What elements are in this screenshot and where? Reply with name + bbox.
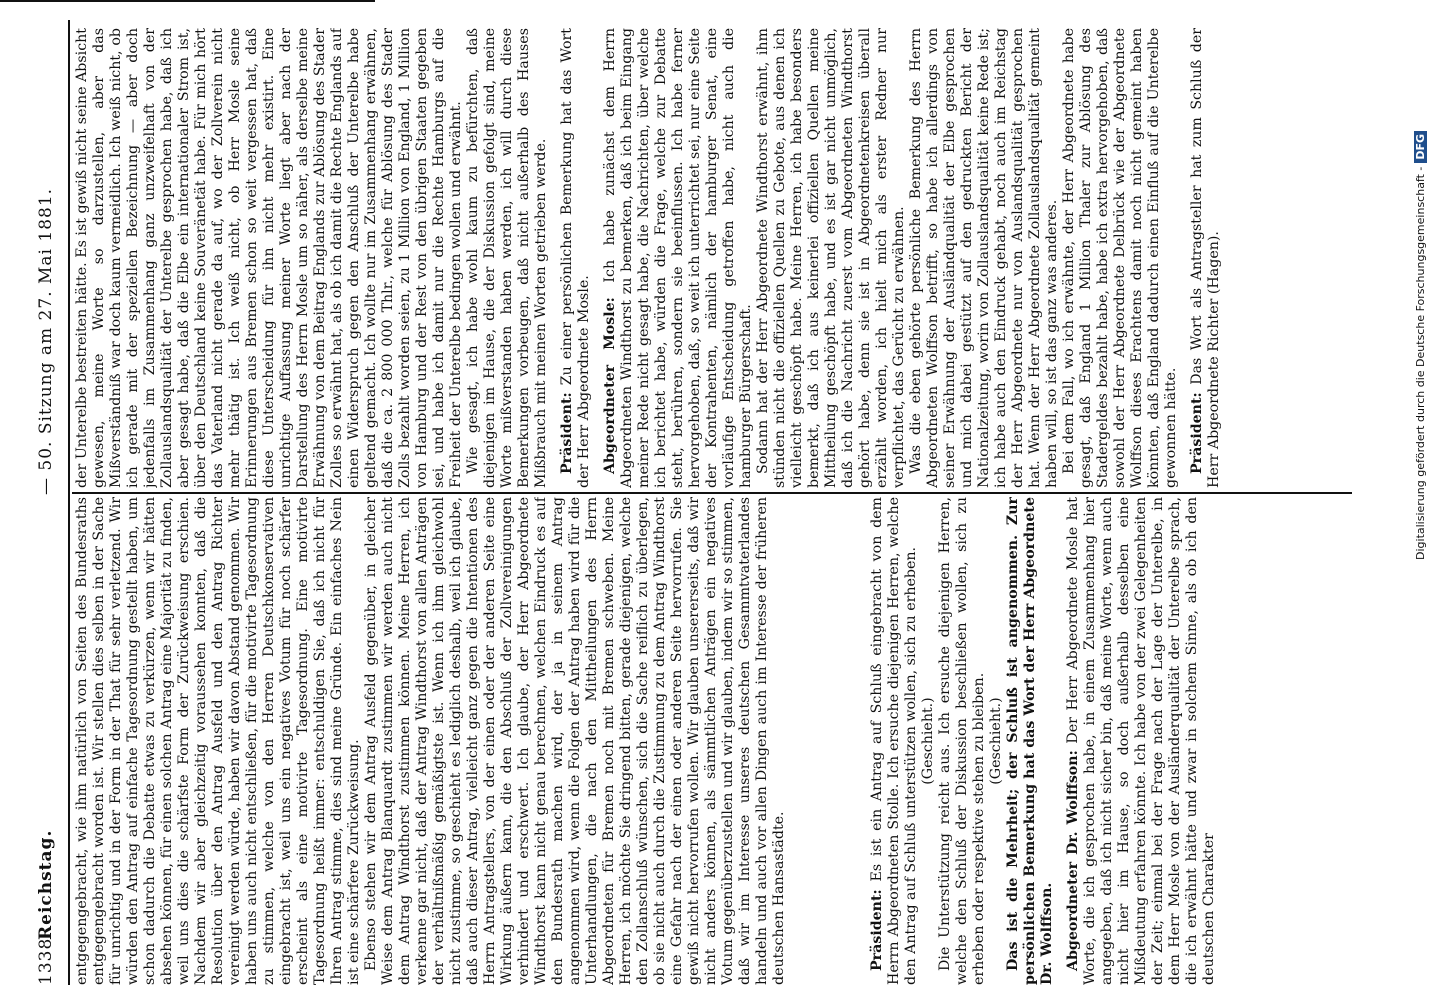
top-edge-rule (0, 0, 375, 2)
paragraph: Ebenso stehen wir dem Antrag Ausfeld gegenüber, in gleicher Weise dem Antrag Blanquardt zustimmen wir werden auch nicht dem Antrag Windthorst zustimmen können. Meine Herren, ich verkenne gar nicht, daß der Antrag Windthorst von allen Anträgen der verhältnißmäßig gemäßigtste ist. Wenn ich ihm gleichwohl nicht zustimme, so geschieht es lediglich deshalb, weil ich glaube, daß auch dieser Antrag, vielleicht ganz gegen die Intentionen des Herrn Antragstellers, von der einen oder der anderen Seite eine Wirkung äußern kann, die den Abschluß der Zollvereinigungen verhindert und erschwert. Ich glaube, der Herr Abgeordnete Windthorst kann nicht genau berechnen, welchen Eindruck es auf den Bundesrath machen wird, der ja in seinem Antrag angenommen wird, wenn die Folgen der Antrag haben wird für die Unterhandlungen, die nach den Mittheilungen des Herrn Abgeordneten für Bremen noch mit Bremen schweben. Meine Herren, ich möchte Sie dringend bitten, gerade diejenigen, welche den Zollanschluß wünschen, sich die Sache reiflich zu überlegen, ob sie nicht auch durch die Zustimmung zu dem Antrag Windthorst eine Gefahr nach der einen oder anderen Seite hervorrufen. Sie gewiß nicht hervorrufen wollen. Wir glauben unsererseits, daß wir nicht anders können, als sämmtlichen Anträgen ein negatives Votum gegenüberzustellen und wir glauben, indem wir so stimmen, daß wir im Interesse unseres deutschen Gesammtvaterlandes handeln und auch vor allen Dingen auch im Interesse der früheren deutschen Hansastädte. (363, 497, 787, 985)
header-rule (68, 20, 70, 985)
paragraph: der Unterelbe bestreiten hätte. Es ist gewiß nicht seine Absicht gewesen, meine Worte so darzustellen, aber das Mißverständniß war doch kaum vermeidlich. Ich weiß nicht, ob ich gerade mit der speziellen Bezeichnung — aber doch jedenfalls im Zusammenhang ganz unzweifelhaft von der Zollauslandsqualität der Unterelbe gesprochen habe, daß ich aber gesagt habe, daß die Elbe ein internationaler Strom ist, über den Deutschland keine Souveränetät habe. Für mich hört das Vaterland nicht gerade da auf, wo der Zollverein nicht mehr thätig ist. Ich weiß nicht, ob Herr Mosle seine Erinnerungen aus Bremen schon so weit vergessen hat, daß diese Unterscheidung für ihn nicht mehr existirt. Eine unrichtige Auffassung meiner Worte liegt aber nach der Darstellung des Herrn Mosle um so näher, als derselbe meine Erwähnung von dem Beitrag Englands zur Ablösung des Stader Zolles so erwähnt hat, als ob ich damit die Rechte Englands auf einen Widerspruch gegen den Anschluß der Unterelbe habe geltend gemacht. Ich wollte nur im Zusammenhang erwähnen, daß die ca. 2 800 000 Thlr., welche für Ablösung des Stader Zolls bezahlt worden seien, zu 1 Million von England, 1 Million von Hamburg und der Rest von den übrigen Staaten gegeben sei, und habe ich damit nur die Rechte Hamburgs auf die Freiheit der Unterelbe bedingen wollen und erwähnt. (74, 28, 464, 488)
column-left-block-1 (74, 497, 854, 985)
paragraph: Wie gesagt, ich habe wohl kaum zu befürchten, daß diejenigen im Hause, die der Diskussion gefolgt sind, meine Worte mißverstanden haben werden, ich will durch diese Bemerkungen vorbeugen, daß nicht außerhalb des Hauses Mißbrauch mit meinen Worten getrieben werde. (465, 28, 549, 488)
speech-text: Das Wort als Antragsteller hat zum Schluß der Herr Abgeordnete Richter (Hagen). (1189, 28, 1222, 488)
page-number: 1338 (36, 937, 56, 985)
paragraph: Sodann hat der Herr Abgeordnete Windthorst erwähnt, ihm stünden nicht die offiziellen Quellen zu Gebote, aus denen ich vielleicht geschöpft habe. Meine Herren, ich habe besonders bemerkt, daß ich aus keinerlei offiziellen Quellen meine Mittheilung geschöpft habe, und es ist gar nicht unmöglich, daß ich die Nachricht zuerst vom Abgeordneten Windthorst gehört habe, denn sie ist in Abgeordnetenkreisen überall erzählt worden, ich hielt mich als erster Redner nur verpflichtet, das Gerücht zu erwähnen. (755, 28, 907, 488)
paragraph: Was die eben gehörte persönliche Bemerkung des Herrn Abgeordneten Wolffson betrifft, so habe ich allerdings von seiner Erwähnung der Ausländqualität der Elbe gesprochen und mich dabei gestützt auf den gedruckten Bericht der Nationalzeitung, worin von Zollauslandsqualität keine Rede ist; ich habe auch den Eindruck gehabt, noch auch im Reichstag der Herr Abgeordnete nur von Auslandsqualität gesprochen hat. Wenn der Herr Abgeordnete Zollauslandsqualität gemeint haben will, so ist das ganz was anderes. (908, 28, 1060, 488)
column-right (74, 28, 1344, 488)
column-left-block-2 (860, 497, 1330, 985)
digitization-footer (1412, 20, 1432, 560)
speaker-label: Präsident: (1189, 392, 1205, 474)
speaker-label: Präsident: (869, 889, 885, 971)
speech-text: Es ist ein Antrag auf Schluß eingebracht von dem Herrn Abgeordneten Stolle. Ich ersuche diejenigen Herren, welche den Antrag auf Schluß unterstützen wollen, sich zu erheben. (869, 497, 919, 985)
speech-text: Zu einer persönlichen Bemerkung hat das Wort der Herr Abgeordnete Mosle. (559, 28, 592, 488)
speech-text: Ich habe zunächst dem Herrn Abgeordneten Windthorst zu bemerken, daß ich beim Eingang meiner Rede nicht gesagt habe, die Nachrichten, über welche ich berichtet habe, würden die Frage, welche zur Debatte steht, berühren, sondern sie beeinflussen. Ich habe ferner hervorgehoben, daß, so weit ich unterrichtet sei, nur eine Seite der Kontrahenten, nämlich der hamburger Senat, eine vorläufige Entscheidung getroffen habe, nicht auch die hamburger Bürgerschaft. (602, 28, 754, 488)
page-header (30, 20, 65, 985)
speaker-label: Abgeordneter Mosle: (602, 297, 618, 474)
stage-note: (Geschieht.) (920, 697, 936, 785)
speech-text: Der Herr Abgeordnete Mosle hat Worte, die ich gesprochen habe, in einem Zusammenhang hier angegeben, daß ich nicht sicher bin, daß meine Worte, wenn auch nicht hier im Hause, so doch außerhalb desselben eine Mißdeutung erfahren könnte. Ich habe von der zwei Gelegenheiten der Zeit; einmal bei der Frage nach der Lage der Unterelbe, in dem Herr Mosle von der Ausländerqualität der Unterelbe sprach, die ich erwähnt hätte und zwar in solchem Sinne, als ob ich den deutschen Charakter (1065, 497, 1217, 985)
speech-text: Die Unterstützung reicht aus. Ich ersuche diejenigen Herren, welche den Schluß der Diskussion beschließen wollen, sich zu erheben oder respektive stehen zu bleiben. (937, 497, 987, 985)
paragraph: Bei dem Fall, wo ich erwähnte, der Herr Abgeordnete habe gesagt, daß England 1 Million Thaler zur Ablösung des Stadergeldes bezahlt habe, habe ich extra hervorgehoben, daß sowohl der Herr Abgeordnete Delbrück wie der Abgeordnete Wolffson dieses Erachtens damit noch nicht gemeint haben könnten, daß England dadurch einen Einfluß auf die Unterelbe gewonnen hätte. (1061, 28, 1179, 488)
digitization-note: Digitalisierung gefördert durch die Deutsche Forschungsgemeinschaft - (1414, 166, 1427, 560)
column-divider (72, 492, 1352, 494)
header-title-center: — 50. Sitzung am 27. Mai 1881. (36, 187, 56, 495)
speaker-label: Abgeordneter Dr. Wolffson: (1065, 750, 1081, 971)
speech-text: Das ist die Mehrheit; der Schluß ist angenommen. Zur persönlichen Bemerkung hat das Wort der Herr Abgeordnete Dr. Wolffson. (1005, 497, 1055, 985)
dfg-logo: DFG (1414, 131, 1427, 163)
paragraph: entgegengebracht, wie ihm natürlich von Seiten des Bundesraths entgegengebracht worden ist. Wir stellen dies selben in der Sache für unrichtig und in der Form in der That für sehr verletzend. Wir würden den Antrag auf einfache Tagesordnung gestellt haben, um schon dadurch die Debatte etwas zu verkürzen, wenn wir hätten absehen können, für einen solchen Antrag eine Majorität zu finden, weil uns dies die schärfste Form der Zurückweisung erschien. Nachdem wir aber gleichzeitig voraussehen konnten, daß die Resolution über den Antrag Ausfeld und den Antrag Richter vereinigt werden würde, haben wir davon Abstand genommen. Wir haben uns auch nicht entschließen, für die motivirte Tagesordnung zu stimmen, welche von den Herren Deutschkonservativen eingebracht ist, weil uns ein negatives Votum für noch schärfer erscheint als eine motivirte Tagesordnung. Eine motivirte Tagesordnung heißt immer: entschuldigen Sie, daß ich nicht für Ihren Antrag stimme, dies sind meine Gründe. Ein einfaches Nein ist eine schärfere Zurückweisung. (74, 497, 362, 985)
speaker-label: Präsident: (559, 392, 575, 474)
stage-note: (Geschieht.) (988, 697, 1004, 785)
header-title-left: Reichstag. (36, 829, 56, 940)
